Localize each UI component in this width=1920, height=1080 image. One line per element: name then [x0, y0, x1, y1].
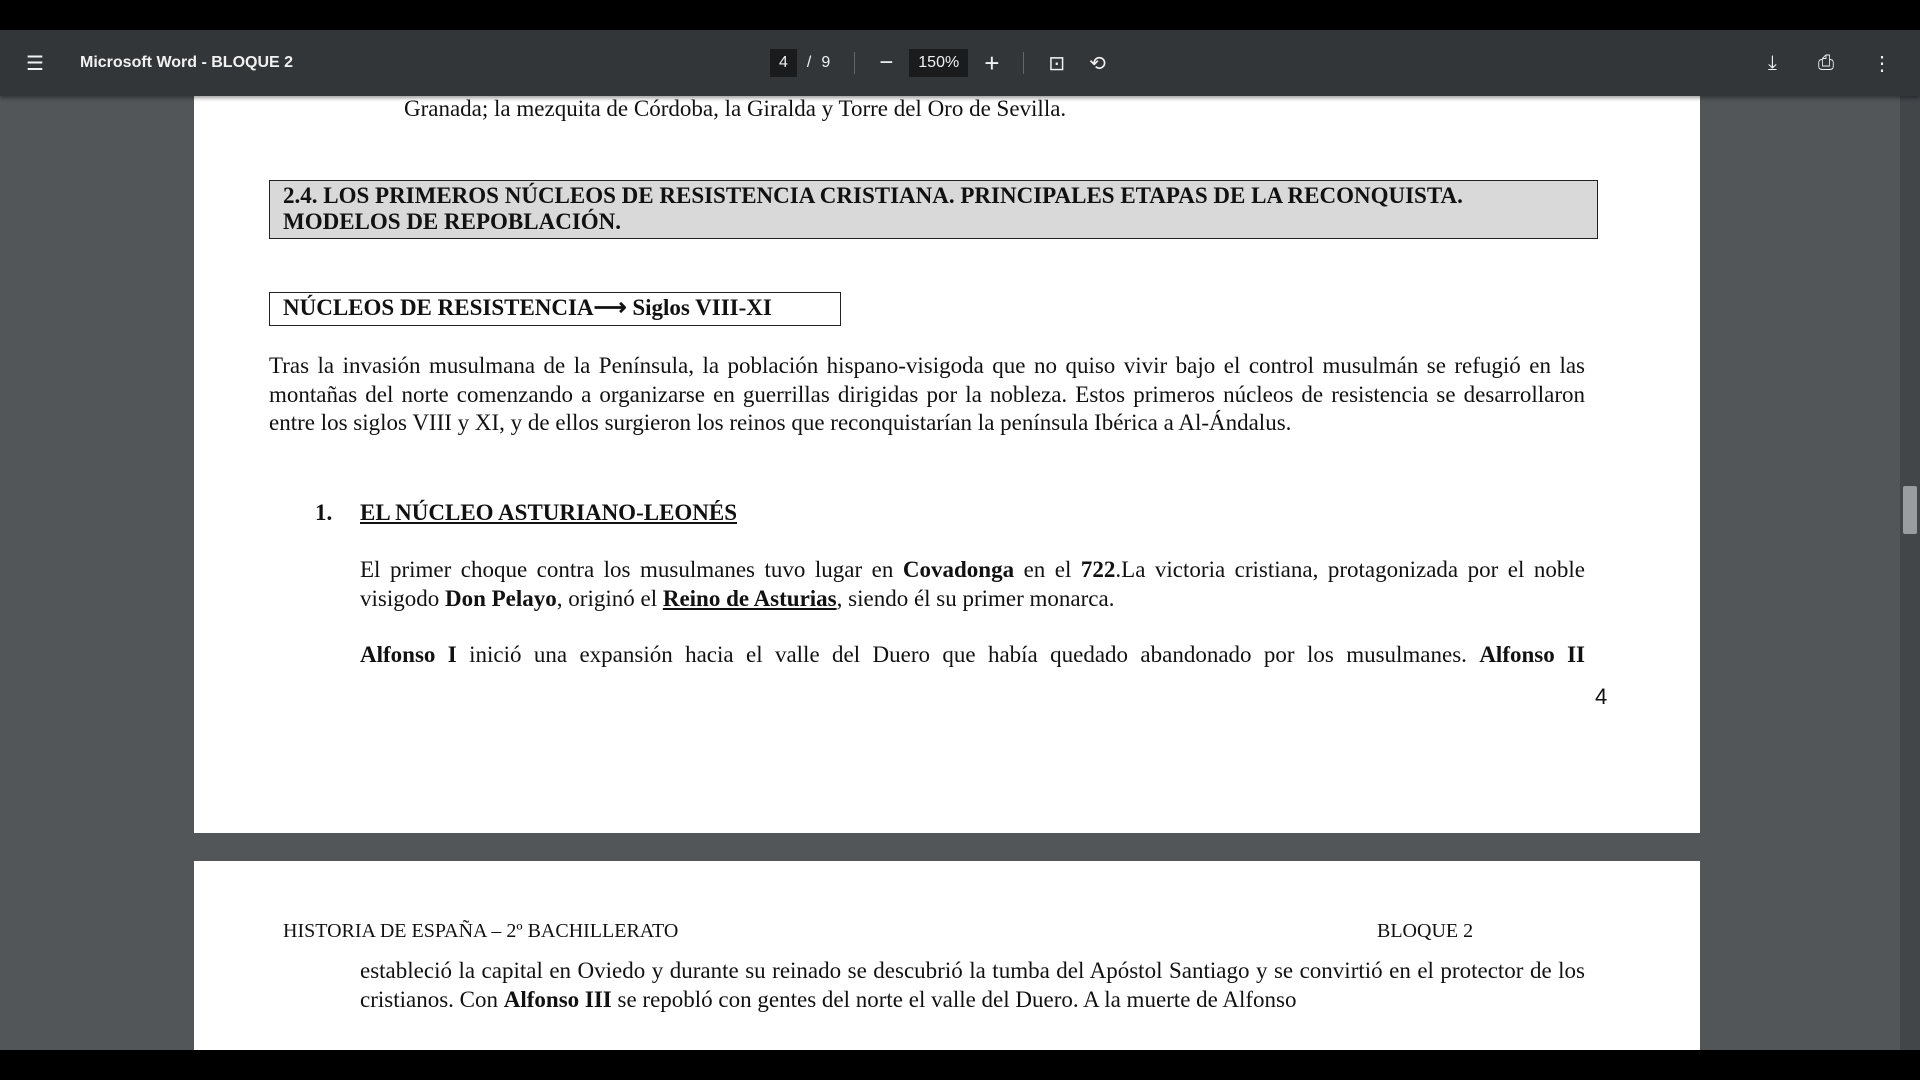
- divider: [854, 52, 855, 74]
- subheading-box: NÚCLEOS DE RESISTENCIA⟶ Siglos VIII-XI: [269, 292, 841, 326]
- scrollbar-thumb[interactable]: [1903, 486, 1917, 534]
- list-number: 1.: [315, 500, 333, 525]
- pdf-page-4: [194, 60, 1700, 833]
- page-controls: [770, 30, 1106, 96]
- previous-text-line: Granada; la mezquita de Córdoba, la Giralda y Torre del Oro de Sevilla.: [404, 96, 1067, 121]
- bottom-black-bar: [0, 1050, 1920, 1080]
- section-heading-line-1: 2.4. LOS PRIMEROS NÚCLEOS DE RESISTENCIA CRISTIANA. PRINCIPALES ETAPAS DE LA RECONQUISTA.: [283, 183, 1463, 208]
- page-number-input[interactable]: 4: [770, 49, 797, 77]
- section-heading-line-2: MODELOS DE REPOBLACIÓN.: [283, 209, 622, 234]
- running-header-left: HISTORIA DE ESPAÑA – 2º BACHILLERATO: [283, 920, 679, 942]
- pdf-toolbar: [0, 30, 1920, 96]
- divider: [1023, 52, 1024, 74]
- more-vert-icon[interactable]: ⋮: [1872, 52, 1892, 75]
- page-number: 4: [1595, 684, 1608, 709]
- running-header-right: BLOQUE 2: [1377, 920, 1474, 942]
- continuation-paragraph: estableció la capital en Oviedo y durante su reinado se descubrió la tumba del Apóstol Santiago y se convirtió en el protector de los cristianos. Con Alfonso III se repobló con gentes del norte el valle del Duero. A la muerte de Alfonso: [360, 958, 1585, 1012]
- document-title: Microsoft Word - BLOQUE 2: [80, 54, 294, 71]
- zoom-in-button[interactable]: +: [984, 47, 1000, 78]
- list-heading: EL NÚCLEO ASTURIANO-LEONÉS: [360, 500, 738, 525]
- scrollbar[interactable]: [1900, 96, 1920, 1050]
- zoom-input[interactable]: 150%: [909, 49, 968, 77]
- rotate-icon[interactable]: ⟲: [1089, 52, 1106, 75]
- paragraph-alfonso: Alfonso I inició una expansión hacia el valle del Duero que había quedado abandonado por los musulmanes. Alfonso II: [360, 642, 1585, 667]
- zoom-out-button[interactable]: −: [879, 49, 894, 76]
- section-heading-box: [269, 180, 1598, 239]
- print-icon[interactable]: ⎙: [1818, 51, 1834, 74]
- top-black-bar: [0, 0, 1920, 30]
- total-pages: 9: [821, 54, 831, 71]
- download-icon[interactable]: ⤓: [1768, 51, 1777, 74]
- page-separator: /: [806, 54, 812, 71]
- intro-paragraph: Tras la invasión musulmana de la Península, la población hispano-visigoda que no quiso vivir bajo el control musulmán se refugió en las montañas del norte comenzando a organizarse en guerrillas dirigidas por la nobleza. Estos primeros núcleos de resistencia se desarrollaron entre los siglos VIII y XI, y de ellos surgieron los reinos que reconquistarían la península Ibérica a Al-Ándalus.: [269, 353, 1585, 435]
- fit-page-icon[interactable]: ⊡: [1048, 52, 1066, 75]
- hamburger-icon[interactable]: ☰: [26, 52, 44, 75]
- paragraph-covadonga: El primer choque contra los musulmanes tuvo lugar en Covadonga en el 722.La victoria cristiana, protagonizada por el noble visigodo Don Pelayo, originó el Reino de Asturias, siendo él su primer monarca.: [360, 557, 1585, 611]
- pdf-page-5: [194, 861, 1700, 1050]
